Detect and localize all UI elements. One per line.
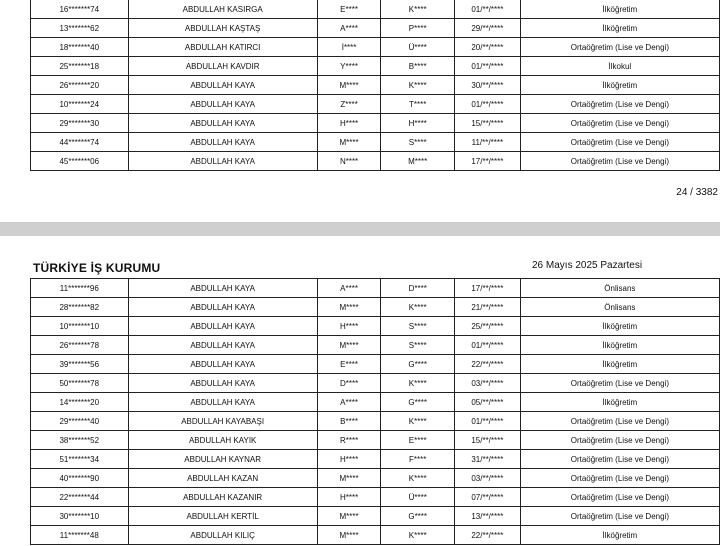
id-cell: 28*******82 [31,298,129,317]
mother-initial-cell: K**** [381,298,455,317]
name-cell: ABDULLAH KAYABAŞI [128,412,317,431]
education-cell: İlköğretim [520,76,719,95]
education-cell: İlköğretim [520,317,719,336]
records-table-page-1 [30,0,720,171]
mother-initial-cell: M**** [381,152,455,171]
name-cell: ABDULLAH KAYA [128,279,317,298]
birth-date-cell: 17/**/**** [454,279,520,298]
father-initial-cell: M**** [317,507,381,526]
mother-initial-cell: F**** [381,450,455,469]
education-cell: İlköğretim [520,393,719,412]
mother-initial-cell: K**** [381,469,455,488]
id-cell: 45*******06 [31,152,129,171]
name-cell: ABDULLAH KAZAN [128,469,317,488]
mother-initial-cell: Ü**** [381,38,455,57]
table-row [31,431,720,450]
father-initial-cell: H**** [317,450,381,469]
table-row [31,469,720,488]
mother-initial-cell: S**** [381,336,455,355]
education-cell: Ortaöğretim (Lise ve Dengi) [520,114,719,133]
father-initial-cell: M**** [317,76,381,95]
birth-date-cell: 01/**/**** [454,57,520,76]
table-row [31,298,720,317]
father-initial-cell: A**** [317,19,381,38]
birth-date-cell: 30/**/**** [454,76,520,95]
birth-date-cell: 31/**/**** [454,450,520,469]
id-cell: 22*******44 [31,488,129,507]
name-cell: ABDULLAH KAYA [128,152,317,171]
birth-date-cell: 17/**/**** [454,152,520,171]
id-cell: 18*******40 [31,38,129,57]
father-initial-cell: E**** [317,355,381,374]
birth-date-cell: 29/**/**** [454,19,520,38]
father-initial-cell: E**** [317,0,381,19]
page-separator [0,222,720,236]
table-row [31,133,720,152]
mother-initial-cell: B**** [381,57,455,76]
education-cell: Ortaöğretim (Lise ve Dengi) [520,95,719,114]
name-cell: ABDULLAH KAYA [128,317,317,336]
birth-date-cell: 25/**/**** [454,317,520,336]
id-cell: 51*******34 [31,450,129,469]
table-row [31,526,720,545]
name-cell: ABDULLAH KAYIK [128,431,317,450]
birth-date-cell: 13/**/**** [454,507,520,526]
report-date: 26 Mayıs 2025 Pazartesi [532,260,643,271]
mother-initial-cell: P**** [381,19,455,38]
education-cell: Ortaöğretim (Lise ve Dengi) [520,38,719,57]
father-initial-cell: M**** [317,133,381,152]
records-table-page-2 [30,278,720,545]
id-cell: 29*******40 [31,412,129,431]
father-initial-cell: İ**** [317,38,381,57]
id-cell: 11*******48 [31,526,129,545]
education-cell: Ortaöğretim (Lise ve Dengi) [520,450,719,469]
education-cell: Ortaöğretim (Lise ve Dengi) [520,133,719,152]
name-cell: ABDULLAH KAZANIR [128,488,317,507]
father-initial-cell: M**** [317,336,381,355]
mother-initial-cell: K**** [381,526,455,545]
id-cell: 26*******20 [31,76,129,95]
table-row [31,412,720,431]
birth-date-cell: 22/**/**** [454,526,520,545]
education-cell: İlköğretim [520,0,719,19]
father-initial-cell: N**** [317,152,381,171]
name-cell: ABDULLAH KERTİL [128,507,317,526]
birth-date-cell: 20/**/**** [454,38,520,57]
name-cell: ABDULLAH KASIRGA [128,0,317,19]
education-cell: Ortaöğretim (Lise ve Dengi) [520,469,719,488]
document-page-1 [0,0,720,222]
name-cell: ABDULLAH KAVDIR [128,57,317,76]
table-row [31,450,720,469]
education-cell: İlköğretim [520,355,719,374]
table-row [31,19,720,38]
name-cell: ABDULLAH KAYNAR [128,450,317,469]
id-cell: 11*******96 [31,279,129,298]
id-cell: 38*******52 [31,431,129,450]
education-cell: İlköğretim [520,19,719,38]
birth-date-cell: 22/**/**** [454,355,520,374]
table-row [31,317,720,336]
education-cell: Ortaöğretim (Lise ve Dengi) [520,431,719,450]
education-cell: Önlisans [520,279,719,298]
document-page-2 [0,236,720,546]
father-initial-cell: Z**** [317,95,381,114]
organization-title: TÜRKİYE İŞ KURUMU [33,261,161,275]
table-row [31,488,720,507]
education-cell: Ortaöğretim (Lise ve Dengi) [520,488,719,507]
name-cell: ABDULLAH KAYA [128,374,317,393]
father-initial-cell: M**** [317,526,381,545]
table-row [31,355,720,374]
birth-date-cell: 15/**/**** [454,431,520,450]
name-cell: ABDULLAH KAYA [128,114,317,133]
table-row [31,374,720,393]
table-row [31,393,720,412]
education-cell: İlköğretim [520,336,719,355]
name-cell: ABDULLAH KILIÇ [128,526,317,545]
education-cell: İlkokul [520,57,719,76]
id-cell: 14*******20 [31,393,129,412]
birth-date-cell: 11/**/**** [454,133,520,152]
page-number: 24 / 3382 [676,187,718,198]
father-initial-cell: H**** [317,488,381,507]
id-cell: 39*******56 [31,355,129,374]
birth-date-cell: 03/**/**** [454,469,520,488]
mother-initial-cell: K**** [381,76,455,95]
table-row [31,38,720,57]
name-cell: ABDULLAH KAYA [128,355,317,374]
id-cell: 40*******90 [31,469,129,488]
mother-initial-cell: S**** [381,133,455,152]
table-row [31,336,720,355]
father-initial-cell: M**** [317,298,381,317]
birth-date-cell: 01/**/**** [454,95,520,114]
mother-initial-cell: G**** [381,393,455,412]
birth-date-cell: 03/**/**** [454,374,520,393]
table-row [31,95,720,114]
father-initial-cell: A**** [317,279,381,298]
table-row [31,279,720,298]
birth-date-cell: 01/**/**** [454,336,520,355]
name-cell: ABDULLAH KAYA [128,95,317,114]
mother-initial-cell: H**** [381,114,455,133]
name-cell: ABDULLAH KAŞTAŞ [128,19,317,38]
mother-initial-cell: S**** [381,317,455,336]
birth-date-cell: 07/**/**** [454,488,520,507]
father-initial-cell: B**** [317,412,381,431]
mother-initial-cell: K**** [381,0,455,19]
id-cell: 30*******10 [31,507,129,526]
id-cell: 50*******78 [31,374,129,393]
id-cell: 44*******74 [31,133,129,152]
id-cell: 10*******10 [31,317,129,336]
id-cell: 13*******62 [31,19,129,38]
father-initial-cell: M**** [317,469,381,488]
father-initial-cell: H**** [317,114,381,133]
mother-initial-cell: K**** [381,374,455,393]
table-row [31,507,720,526]
education-cell: Ortaöğretim (Lise ve Dengi) [520,152,719,171]
birth-date-cell: 01/**/**** [454,0,520,19]
education-cell: Ortaöğretim (Lise ve Dengi) [520,412,719,431]
education-cell: İlköğretim [520,526,719,545]
mother-initial-cell: T**** [381,95,455,114]
father-initial-cell: A**** [317,393,381,412]
name-cell: ABDULLAH KATIRCI [128,38,317,57]
mother-initial-cell: G**** [381,355,455,374]
name-cell: ABDULLAH KAYA [128,336,317,355]
birth-date-cell: 05/**/**** [454,393,520,412]
id-cell: 16*******74 [31,0,129,19]
mother-initial-cell: K**** [381,412,455,431]
name-cell: ABDULLAH KAYA [128,393,317,412]
mother-initial-cell: Ü**** [381,488,455,507]
id-cell: 10*******24 [31,95,129,114]
mother-initial-cell: D**** [381,279,455,298]
id-cell: 25*******18 [31,57,129,76]
education-cell: Ortaöğretim (Lise ve Dengi) [520,507,719,526]
father-initial-cell: H**** [317,317,381,336]
birth-date-cell: 21/**/**** [454,298,520,317]
father-initial-cell: D**** [317,374,381,393]
birth-date-cell: 01/**/**** [454,412,520,431]
education-cell: Ortaöğretim (Lise ve Dengi) [520,374,719,393]
id-cell: 29*******30 [31,114,129,133]
birth-date-cell: 15/**/**** [454,114,520,133]
mother-initial-cell: E**** [381,431,455,450]
name-cell: ABDULLAH KAYA [128,298,317,317]
name-cell: ABDULLAH KAYA [128,133,317,152]
name-cell: ABDULLAH KAYA [128,76,317,95]
table-row [31,0,720,19]
table-row [31,152,720,171]
mother-initial-cell: G**** [381,507,455,526]
education-cell: Önlisans [520,298,719,317]
father-initial-cell: R**** [317,431,381,450]
table-row [31,114,720,133]
id-cell: 26*******78 [31,336,129,355]
table-row [31,57,720,76]
father-initial-cell: Y**** [317,57,381,76]
table-row [31,76,720,95]
